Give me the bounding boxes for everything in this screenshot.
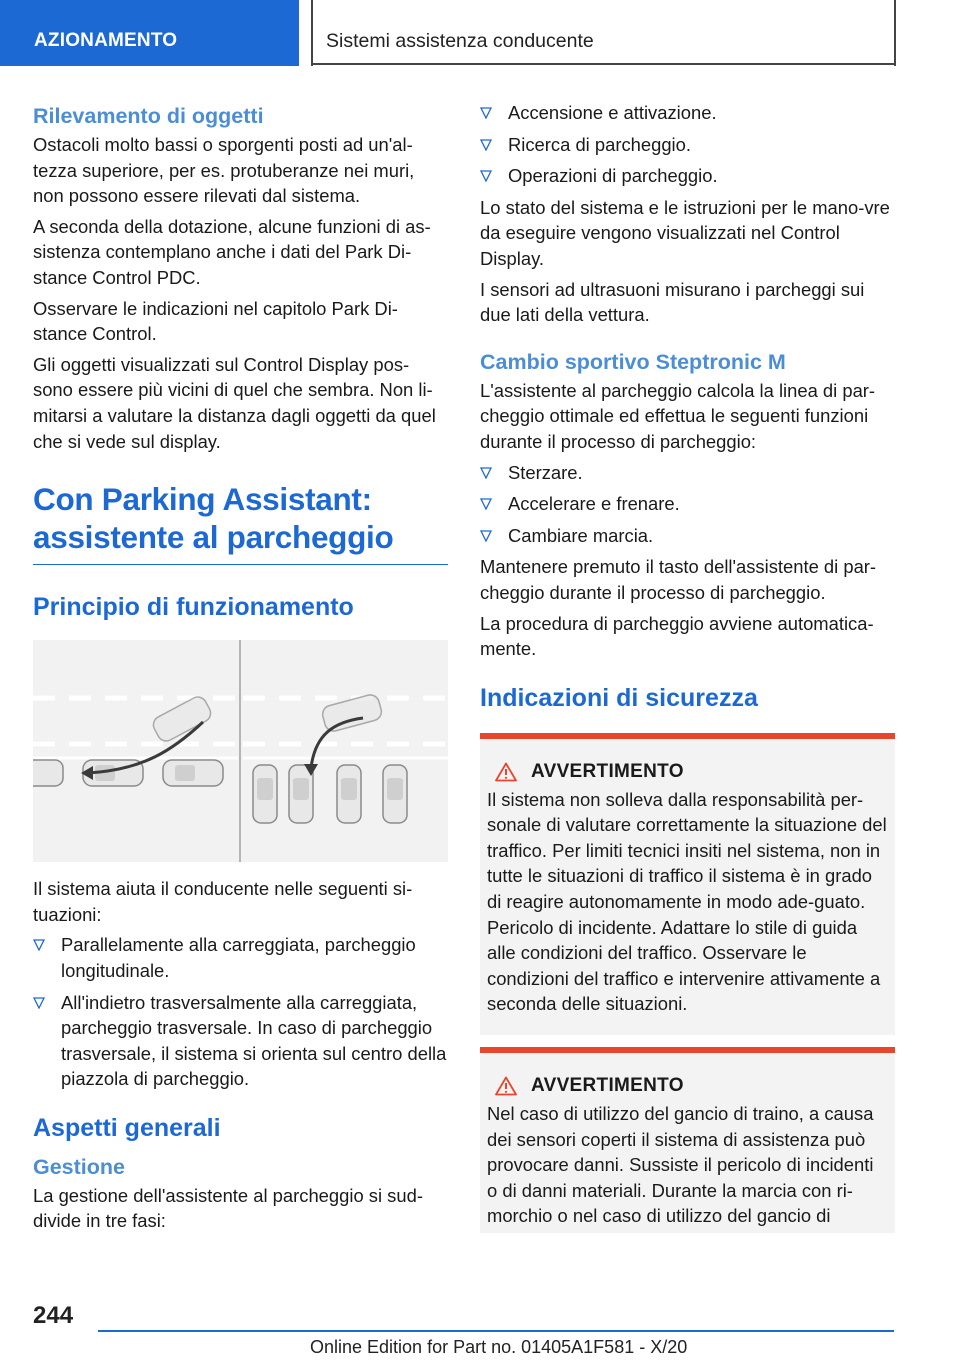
paragraph: La gestione dell'assistente al parcheggio si sud-divide in tre fasi: (33, 1184, 423, 1232)
triangle-bullet-icon (33, 939, 45, 951)
paragraph: Mantenere premuto il tasto dell'assistente di par-cheggio durante il processo di parcheggio. (480, 556, 877, 603)
paragraph: Ostacoli molto bassi o sporgenti posti ad un'al-tezza superiore, per es. protuberanze nei muri, non possono essere rilevati dal sistema. (33, 134, 415, 207)
edition-info: Online Edition for Part no. 01405A1F581 - X/20 (310, 1337, 688, 1357)
functions-list (480, 460, 895, 549)
warning-text: Il sistema non solleva dalla responsabilità per-sonale di valutare correttamente la situazione del traffico. Per limiti tecnici insiti nel sistema, non in tutte le situazioni di traffico il sistema è in grado di reagire autonomamente in modo ade-guato. Pericolo di incidente. Adattare lo stile di guida alle condizioni del traffico. Osservare le condizioni del traffico e intervenire attivamente a seconda delle situazioni. (487, 788, 887, 1015)
warning-triangle-icon (495, 1076, 517, 1096)
paragraph: L'assistente al parcheggio calcola la linea di par-cheggio ottimale ed effettua le seguenti funzioni durante il processo di parcheggio: (480, 379, 876, 452)
header-divider-right (894, 0, 896, 66)
section-tab: AZIONAMENTO (0, 0, 299, 66)
heading-sicurezza: Indicazioni di sicurezza (480, 683, 758, 712)
heading-rilevamento: Rilevamento di oggetti (33, 104, 264, 128)
list-item: Ricerca di parcheggio. (480, 132, 895, 158)
warning-box (480, 733, 895, 1035)
triangle-bullet-icon (480, 498, 492, 510)
heading-gestione: Gestione (33, 1154, 125, 1179)
triangle-bullet-icon (480, 170, 492, 182)
list-item: Accensione e attivazione. (480, 100, 895, 126)
list-item: Parallelamente alla carreggiata, parcheggio longitudinale. (33, 932, 448, 983)
heading-principio: Principio di funzionamento (33, 593, 354, 622)
paragraph: Lo stato del sistema e le istruzioni per le mano-vre da eseguire vengono visualizzati nel Control Display. (480, 196, 890, 269)
list-item: Sterzare. (480, 460, 895, 486)
list-item: All'indietro trasversalmente alla carreggiata, parcheggio trasversale. In caso di parcheggio trasversale, il sistema si orienta sul centro della piazzola di parcheggio. (33, 990, 448, 1092)
situations-list (33, 932, 448, 1092)
heading-aspetti: Aspetti generali (33, 1113, 221, 1142)
header-underline (311, 63, 896, 65)
paragraph: La procedura di parcheggio avviene automatica-mente. (480, 612, 874, 660)
warning-header (487, 1075, 887, 1097)
footer-rule (98, 1330, 894, 1332)
parking-diagram-image (33, 640, 448, 862)
header-divider (311, 0, 313, 66)
list-item: Operazioni di parcheggio. (480, 163, 895, 189)
triangle-bullet-icon (480, 139, 492, 151)
warning-text: Nel caso di utilizzo del gancio di traino, a causa dei sensori coperti il sistema di assistenza può provocare danni. Sussiste il pericolo di incidenti o di danni materiali. Durante la marcia con ri-morchio o nel caso di utilizzo del gancio di (487, 1103, 874, 1227)
list-item: Accelerare e frenare. (480, 491, 895, 517)
paragraph: A seconda della dotazione, alcune funzioni di as-sistenza contemplano anche i dati del Park Di-stance Control PDC. (33, 215, 431, 288)
paragraph: I sensori ad ultrasuoni misurano i parcheggi sui due lati della vettura. (480, 278, 865, 326)
paragraph: Gli oggetti visualizzati sul Control Display pos-sono essere più vicini di quel che sembra. Non li-mitarsi a valutare la distanza dagli oggetti da quel che si vede sul display. (33, 353, 436, 452)
triangle-bullet-icon (480, 107, 492, 119)
right-column (480, 100, 895, 1233)
warning-header (487, 761, 887, 783)
page-header (0, 0, 960, 66)
triangle-bullet-icon (480, 467, 492, 479)
chapter-title: Sistemi assistenza conducente (326, 30, 594, 52)
triangle-bullet-icon (33, 997, 45, 1009)
paragraph: Il sistema aiuta il conducente nelle seguenti si-tuazioni: (33, 878, 413, 925)
warning-triangle-icon (495, 762, 517, 782)
phases-list (480, 100, 895, 189)
heading-cambio: Cambio sportivo Steptronic M (480, 349, 786, 374)
page-number: 244 (33, 1302, 74, 1329)
warning-title: AVVERTIMENTO (531, 760, 684, 782)
warning-box (480, 1047, 895, 1233)
triangle-bullet-icon (480, 530, 492, 542)
parking-illustration (33, 640, 448, 862)
heading-line-2: assistente al parcheggio (33, 519, 394, 556)
heading-parking-assistant (33, 480, 448, 565)
heading-line-1: Con Parking Assistant: (33, 481, 372, 518)
warning-title: AVVERTIMENTO (531, 1075, 684, 1097)
paragraph: Osservare le indicazioni nel capitolo Park Di-stance Control. (33, 297, 398, 345)
left-column (33, 100, 448, 1239)
list-item: Cambiare marcia. (480, 523, 895, 549)
